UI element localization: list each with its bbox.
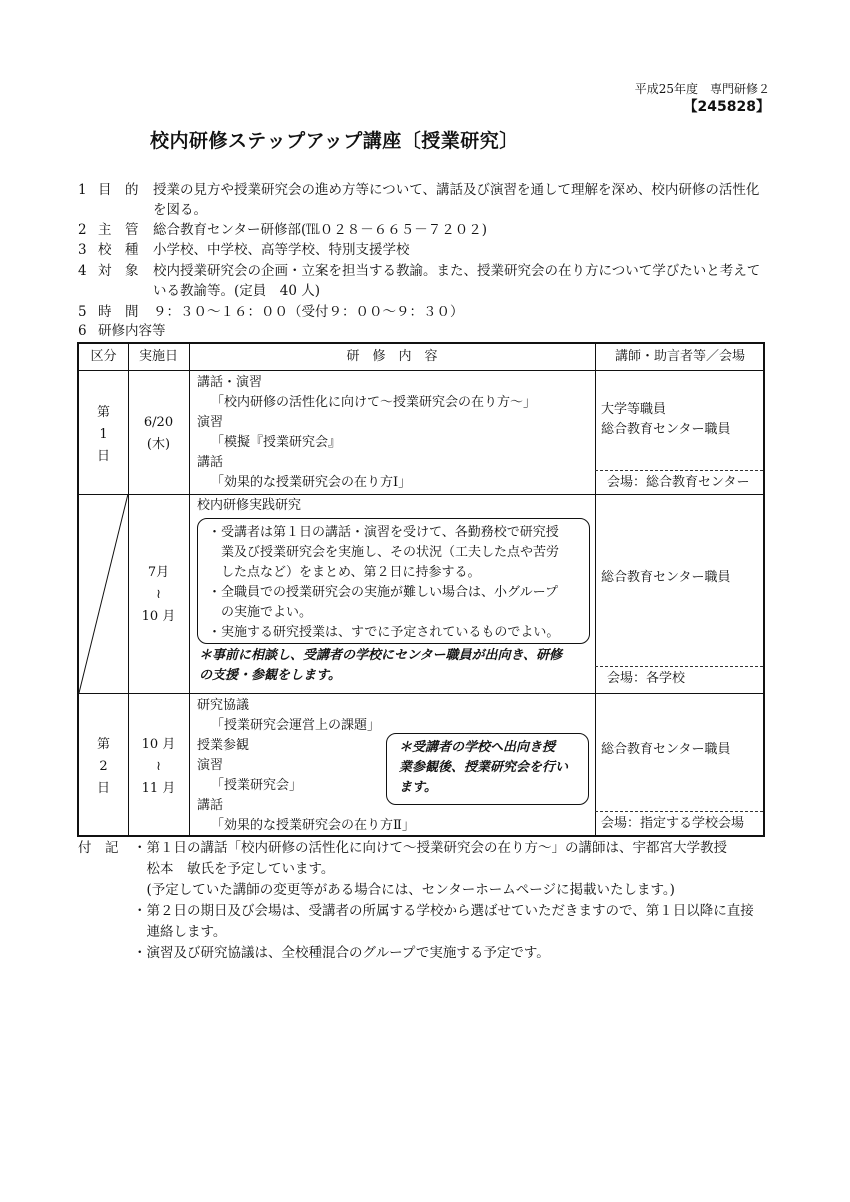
schedule-table bbox=[77, 342, 765, 837]
info-target: 4 対 象 校内授業研究会の企画・立案を担当する教諭。また、授業研究会の在り方について学びたいと考えて いる教諭等。(定員 40 人) bbox=[78, 263, 761, 299]
row3-lecturer: 総合教育センター職員 bbox=[601, 742, 731, 757]
info-contents-heading: 6 研修内容等 bbox=[78, 323, 166, 339]
row2-venue: 会場：各学校 bbox=[607, 671, 686, 686]
row2-date: 7月 ≀ 10 月 bbox=[141, 565, 176, 624]
row2-note: ＊事前に相談し、受講者の学校にセンター職員が出向き、研修 の支援・参観をします。 bbox=[199, 648, 562, 683]
info-school-types: 3 校 種 小学校、中学校、高等学校、特別支援学校 bbox=[78, 242, 410, 258]
row3-division: 第 2 日 bbox=[96, 737, 110, 796]
row3-date: 10 月 ≀ 11 月 bbox=[141, 737, 176, 796]
header-date: 実施日 bbox=[138, 349, 178, 364]
row1-lecturer: 大学等職員 総合教育センター職員 bbox=[601, 402, 731, 437]
page-title: 校内研修ステップアップ講座〔授業研究〕 bbox=[150, 130, 519, 152]
info-purpose: 1 目 的 授業の見方や授業研究会の進め方等について、講話及び演習を通して理解を深め、校内研修の活性化 を図る。 bbox=[78, 182, 760, 218]
notes-lines: ・第１日の講話「校内研修の活性化に向けて～授業研究会の在り方～」の講師は、宇都宮大学教授 松本 敏氏を予定しています。 (予定していた講師の変更等がある場合には、センターホームページに掲載いたします。) ・第２日の期日及び会場は、受講者の所属する学校から選ばせていただきますので、第１日以降に直接 連絡します。 ・演習及び研究協議は、全校種混合のグループで実施する予定です。 bbox=[133, 840, 754, 961]
row2-details-box: ・受講者は第１日の講話・演習を受けて、各勤務校で研究授 業及び授業研究会を実施し、その状況（工夫した点や苦労 した点など）をまとめ、第２日に持参する。 ・全職員での授業研究会の実施が難しい場合は、小グループ の実施でよい。 ・実施する研究授業は、すでに予定されているものでよい。 bbox=[197, 518, 590, 644]
notes-label: 付 記 bbox=[78, 840, 119, 856]
row3-content: 研究協議 「授業研究会運営上の課題」 授業参観 演習 「授業研究会」 講話 「効果的な授業研究会の在り方Ⅱ」 bbox=[197, 698, 415, 833]
header-division: 区分 bbox=[90, 349, 117, 364]
row1-content: 講話・演習 「校内研修の活性化に向けて～授業研究会の在り方～」 演習 「模擬『授業研究会』 講話 「効果的な授業研究会の在り方Ⅰ」 bbox=[197, 375, 537, 490]
row2-title: 校内研修実践研究 bbox=[197, 498, 302, 513]
info-organizer: 2 主 管 総合教育センター研修部(℡０２８－６６５－７２０２) bbox=[78, 222, 487, 238]
row1-venue: 会場：総合教育センター bbox=[607, 475, 750, 490]
header-lecturer: 講師・助言者等／会場 bbox=[614, 349, 745, 364]
info-time: 5 時 間 ９：３０～１６：００（受付９：００～９：３０） bbox=[78, 304, 464, 320]
course-year-label: 平成25年度 専門研修２ bbox=[634, 82, 770, 96]
row3-note-box: ＊受講者の学校へ出向き授 業参観後、授業研究会を行い ます。 bbox=[386, 733, 589, 805]
row2-lecturer: 総合教育センター職員 bbox=[601, 570, 731, 585]
course-code: 【245828】 bbox=[683, 99, 770, 115]
row1-date: 6/20 (木) bbox=[143, 415, 174, 452]
row1-division: 第 1 日 bbox=[96, 405, 110, 464]
diagonal-slash bbox=[79, 494, 129, 693]
header-content: 研 修 内 容 bbox=[346, 349, 438, 364]
row3-venue: 会場：指定する学校会場 bbox=[601, 816, 745, 831]
